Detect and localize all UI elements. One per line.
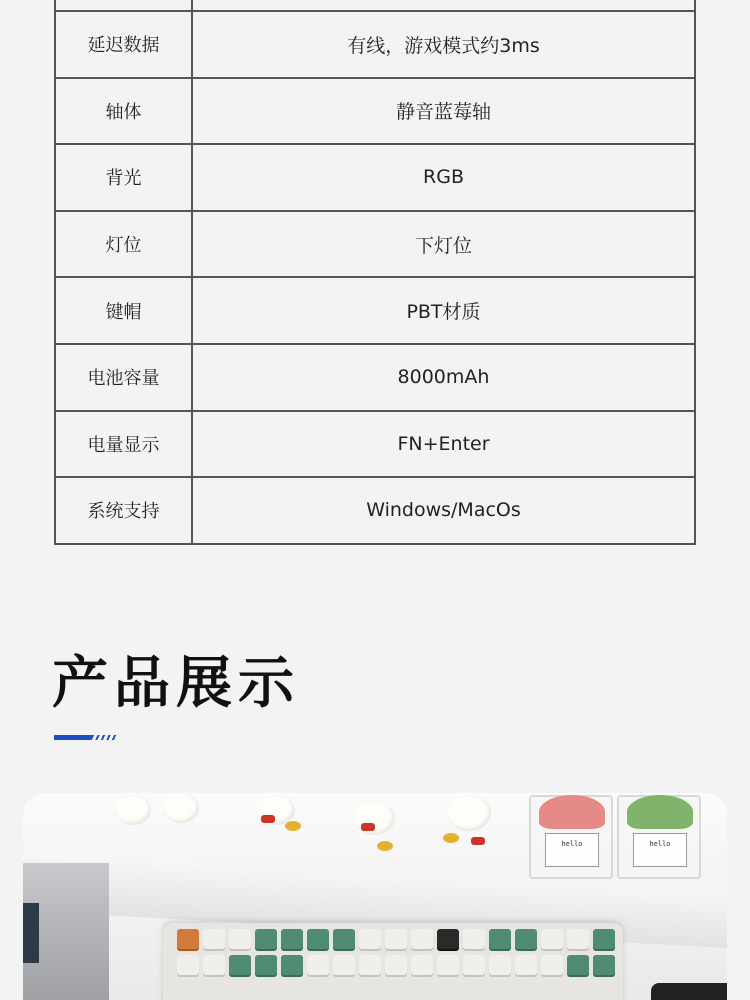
plant-pot-icon [529,795,613,879]
spec-label: 系统支持 [55,477,192,544]
spec-value: PBT材质 [192,277,695,344]
spec-label: 灯位 [55,211,192,278]
table-row [55,211,695,278]
spec-value: FN+Enter [192,411,695,478]
spec-value: Windows/MacOs [192,477,695,544]
gold-ingot-icon [377,841,393,851]
spec-label: 键帽 [55,277,192,344]
product-photo [23,793,727,1000]
red-tag-icon [361,823,375,831]
monitor [23,863,109,1000]
table-row [55,11,695,78]
plant-card: hello [545,833,599,867]
section-title: 产品展示 [52,651,300,716]
figurine-icon [163,793,199,823]
spec-value: 下灯位 [192,211,695,278]
table-row [55,277,695,344]
red-tag-icon [261,815,275,823]
gold-ingot-icon [285,821,301,831]
spec-label: 电池容量 [55,344,192,411]
underline-stripes [92,735,116,740]
spec-value: RGB [192,144,695,211]
spec-label: 轴体 [55,78,192,145]
spec-label: 延迟数据 [55,11,192,78]
table-row [55,144,695,211]
red-tag-icon [471,837,485,845]
table-row [55,78,695,145]
gold-ingot-icon [443,833,459,843]
title-underline-decoration [54,735,116,741]
spec-table [54,0,696,545]
spec-value: 静音蓝莓轴 [192,78,695,145]
mouse-pad [651,983,727,1000]
figurine-icon [115,795,151,825]
keyboard [163,923,623,1000]
spec-label: 背光 [55,144,192,211]
underline-bar [54,735,92,740]
plant-pot-icon [617,795,701,879]
table-row [55,477,695,544]
spec-value: 有线，游戏模式约3ms [192,11,695,78]
lucky-cat-icon [447,795,491,831]
table-row [55,344,695,411]
spec-label: 电量显示 [55,411,192,478]
spec-value: 8000mAh [192,344,695,411]
plant-card: hello [633,833,687,867]
table-row-partial [55,0,695,11]
table-row [55,411,695,478]
